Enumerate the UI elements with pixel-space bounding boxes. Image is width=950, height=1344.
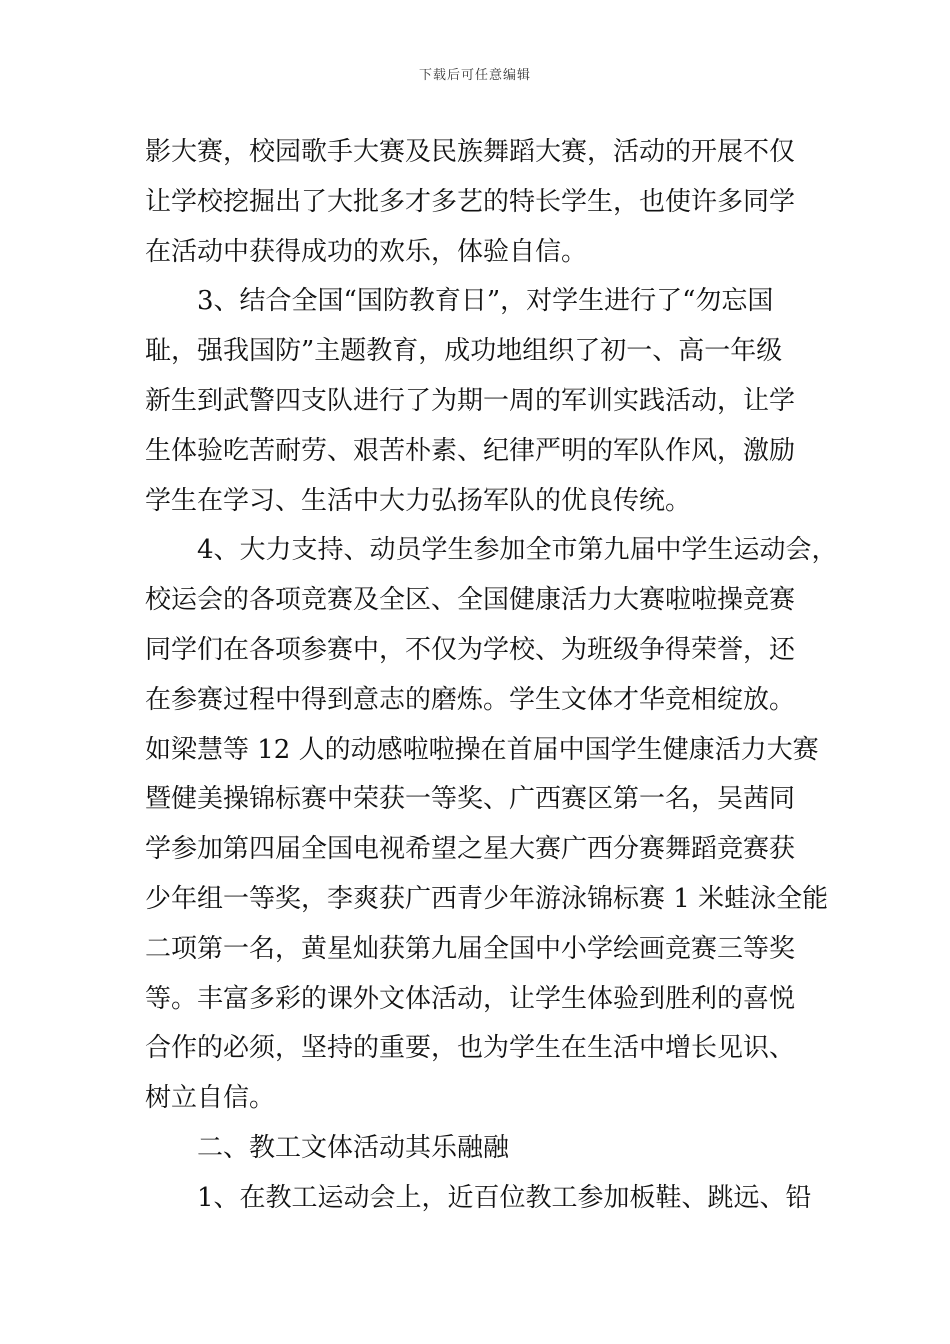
- paragraph-line: 生体验吃苦耐劳、艰苦朴素、纪律严明的军队作风，激励: [145, 435, 796, 466]
- paragraph-line: 让学校挖掘出了大批多才多艺的特长学生，也使许多同学: [145, 186, 796, 217]
- page-header: 下载后可任意编辑: [418, 68, 531, 83]
- paragraph-line: 少年组一等奖，李爽获广西青少年游泳锦标赛 1 米蛙泳全能: [145, 884, 829, 914]
- paragraph-line: 等。丰富多彩的课外文体活动，让学生体验到胜利的喜悦: [145, 983, 796, 1014]
- paragraph-line: 学生在学习、生活中大力弘扬军队的优良传统。: [145, 485, 692, 516]
- paragraph-line: 校运会的各项竞赛及全区、全国健康活力大赛啦啦操竞赛: [145, 585, 796, 616]
- paragraph-line: 二项第一名，黄星灿获第九届全国中小学绘画竞赛三等奖: [145, 933, 796, 964]
- paragraph-first-line: 4、大力支持、动员学生参加全市第九届中学生运动会，: [197, 535, 838, 566]
- paragraph-line: 在活动中获得成功的欢乐，体验自信。: [145, 236, 588, 267]
- paragraph-line: 树立自信。: [145, 1083, 276, 1114]
- paragraph-first-line: 3、结合全国“国防教育日”，对学生进行了“勿忘国: [197, 286, 774, 317]
- paragraph-line: 耻，强我国防”主题教育，成功地组织了初一、高一年级: [145, 336, 783, 367]
- paragraph-line: 在参赛过程中得到意志的磨炼。学生文体才华竞相绽放。: [145, 684, 796, 715]
- paragraph-line: 新生到武警四支队进行了为期一周的军训实践活动，让学: [145, 386, 796, 416]
- paragraph-first-line: 二、教工文体活动其乐融融: [197, 1133, 510, 1163]
- paragraph-line: 如梁慧等 12 人的动感啦啦操在首届中国学生健康活力大赛: [145, 734, 819, 765]
- paragraph-line: 学参加第四届全国电视希望之星大赛广西分赛舞蹈竞赛获: [145, 834, 796, 865]
- paragraph-line: 暨健美操锦标赛中荣获一等奖、广西赛区第一名，吴茜同: [145, 784, 796, 815]
- paragraph-first-line: 1、在教工运动会上，近百位教工参加板鞋、跳远、铅: [197, 1182, 812, 1213]
- paragraph-line: 合作的必须，坚持的重要，也为学生在生活中增长见识、: [145, 1033, 796, 1064]
- paragraph-line: 同学们在各项参赛中，不仅为学校、为班级争得荣誉，还: [145, 635, 796, 665]
- paragraph-line: 影大赛，校园歌手大赛及民族舞蹈大赛，活动的开展不仅: [145, 137, 796, 167]
